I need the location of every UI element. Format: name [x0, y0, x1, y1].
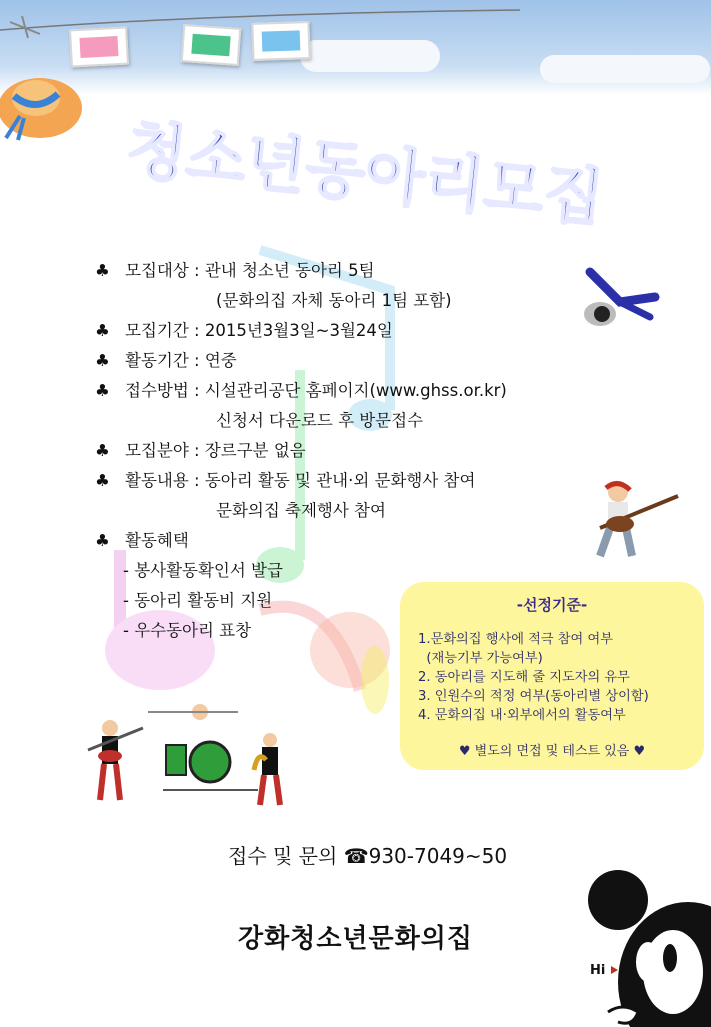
- criteria-item: 3. 인원수의 적정 여부(동아리별 상이함): [418, 689, 649, 704]
- hanging-card-star: [181, 24, 242, 66]
- mascot-illustration: [578, 862, 711, 1027]
- club-icon: ♣: [95, 471, 110, 490]
- detail-row: ♣ 모집대상 : 관내 청소년 동아리 5팀: [95, 256, 595, 286]
- detail-label: 접수방법: [125, 381, 189, 400]
- detail-row: ♣ 모집분야 : 장르구분 없음: [95, 436, 595, 466]
- phone-icon: ☎: [343, 844, 369, 868]
- detail-value: 시설관리공단 홈페이지(www.ghss.or.kr): [204, 381, 507, 400]
- detail-label: 활동내용: [125, 471, 189, 490]
- cloud-decoration: [300, 40, 440, 72]
- detail-row: ♣ 활동내용 : 동아리 활동 및 관내·외 문화행사 참여: [95, 466, 595, 496]
- club-icon: ♣: [95, 441, 110, 460]
- detail-value: 장르구분 없음: [204, 441, 306, 460]
- detail-continuation: 문화의집 축제행사 참여: [216, 501, 386, 520]
- criteria-item: 4. 문화의집 내·외부에서의 활동여부: [418, 708, 626, 723]
- club-icon: ♣: [95, 321, 110, 340]
- contact-line: [228, 840, 507, 869]
- selection-criteria-box: [400, 582, 704, 770]
- breakdancer-illustration: [560, 262, 670, 332]
- detail-continuation: (문화의집 자체 동아리 1팀 포함): [216, 291, 452, 310]
- music-note-decoration: [355, 640, 395, 720]
- benefit-item: - 우수동아리 표창: [123, 621, 252, 640]
- phone-number: 930-7049~50: [368, 844, 508, 868]
- club-icon: ♣: [95, 261, 110, 280]
- guitarist-illustration: [590, 478, 685, 563]
- benefit-item: - 동아리 활동비 지원: [123, 591, 273, 610]
- straw-hat-illustration: [0, 48, 92, 143]
- club-icon: ♣: [95, 351, 110, 370]
- detail-row: [95, 526, 595, 556]
- detail-label: 활동혜택: [125, 531, 189, 550]
- club-icon: ♣: [95, 531, 110, 550]
- detail-label: 모집기간: [125, 321, 189, 340]
- benefit-item: - 봉사활동확인서 발급: [123, 561, 283, 580]
- detail-value: 2015년3월3일~3월24일: [204, 321, 393, 340]
- detail-continuation: 신청서 다운로드 후 방문접수: [216, 411, 424, 430]
- mascot-greeting: Hi: [590, 963, 606, 978]
- criteria-list: [418, 630, 649, 725]
- detail-label: 모집분야: [125, 441, 189, 460]
- cloud-decoration: [540, 55, 710, 83]
- detail-label: 모집대상: [125, 261, 189, 280]
- criteria-item: (재능기부 가능여부): [418, 651, 543, 666]
- club-icon: ♣: [95, 381, 110, 400]
- title-text: 청소년동아리모집: [123, 112, 608, 235]
- organization-name: 강화청소년문화의집: [237, 924, 474, 954]
- detail-label: 활동기간: [125, 351, 189, 370]
- detail-row: ♣ 활동기간 : 연중: [95, 346, 595, 376]
- detail-value: 연중: [204, 351, 237, 370]
- detail-row: ♣ 모집기간 : 2015년3월3일~3월24일: [95, 316, 595, 346]
- detail-value: 관내 청소년 동아리 5팀: [204, 261, 375, 280]
- criteria-footer: ♥ 별도의 면접 및 테스트 있음 ♥: [458, 744, 646, 759]
- detail-row: ♣ 접수방법 : 시설관리공단 홈페이지(www.ghss.or.kr): [95, 376, 595, 406]
- contact-label: 접수 및 문의: [228, 844, 338, 868]
- criteria-item: 1.문화의집 행사에 적극 참여 여부: [418, 632, 613, 647]
- band-illustration: [88, 700, 288, 810]
- criteria-title: -선정기준-: [516, 596, 588, 614]
- criteria-item: 2. 동아리를 지도해 줄 지도자의 유무: [418, 670, 630, 685]
- detail-value: 동아리 활동 및 관내·외 문화행사 참여: [204, 471, 476, 490]
- hanging-card-blue: [251, 21, 310, 61]
